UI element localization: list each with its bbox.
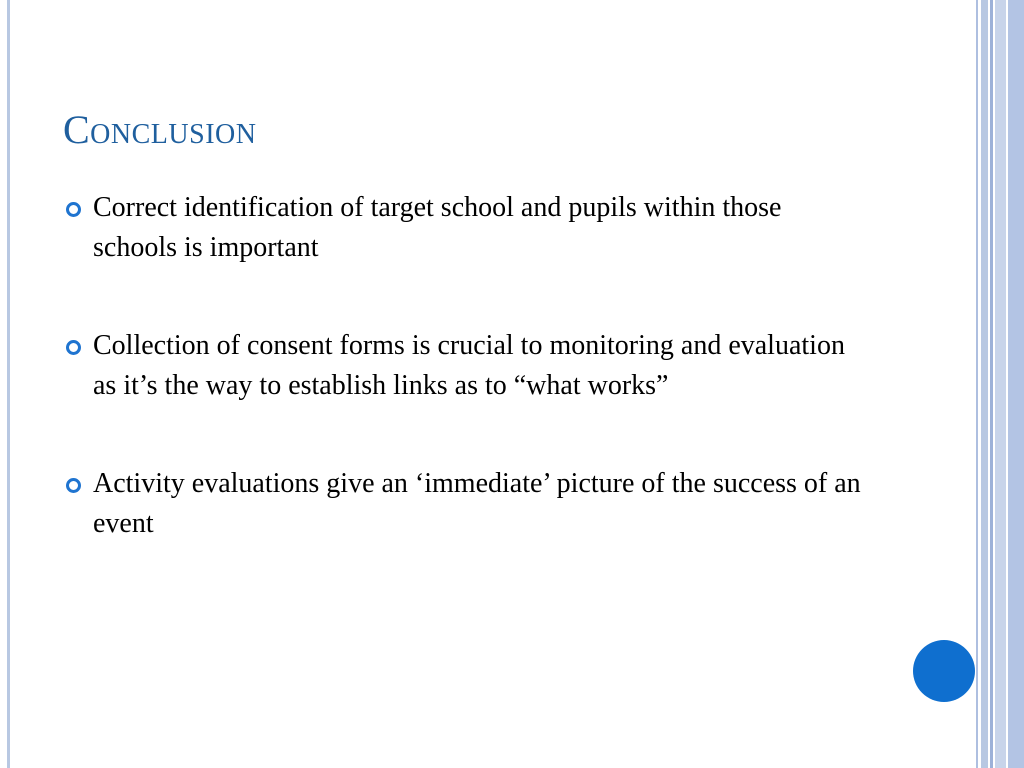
bullet-item — [64, 326, 864, 406]
right-border-stripe — [1008, 0, 1024, 768]
slide-title: Conclusion — [63, 107, 257, 152]
bullet-item — [64, 464, 864, 544]
ring-bullet-icon — [66, 202, 81, 217]
bullet-list — [64, 188, 864, 544]
blue-circle-icon — [913, 640, 975, 702]
bullet-text: Activity evaluations give an ‘immediate’ picture of the success of an event — [93, 468, 861, 539]
ring-bullet-icon — [66, 478, 81, 493]
right-border-stripe — [995, 0, 1006, 768]
right-border-stripe — [981, 0, 988, 768]
ring-bullet-icon — [66, 340, 81, 355]
bullet-text: Collection of consent forms is crucial to monitoring and evaluation as it’s the way to establish links as to “what works” — [93, 330, 845, 401]
bullet-item — [64, 188, 864, 268]
left-border-line — [7, 0, 10, 768]
bullet-text: Correct identification of target school and pupils within those schools is important — [93, 192, 782, 263]
